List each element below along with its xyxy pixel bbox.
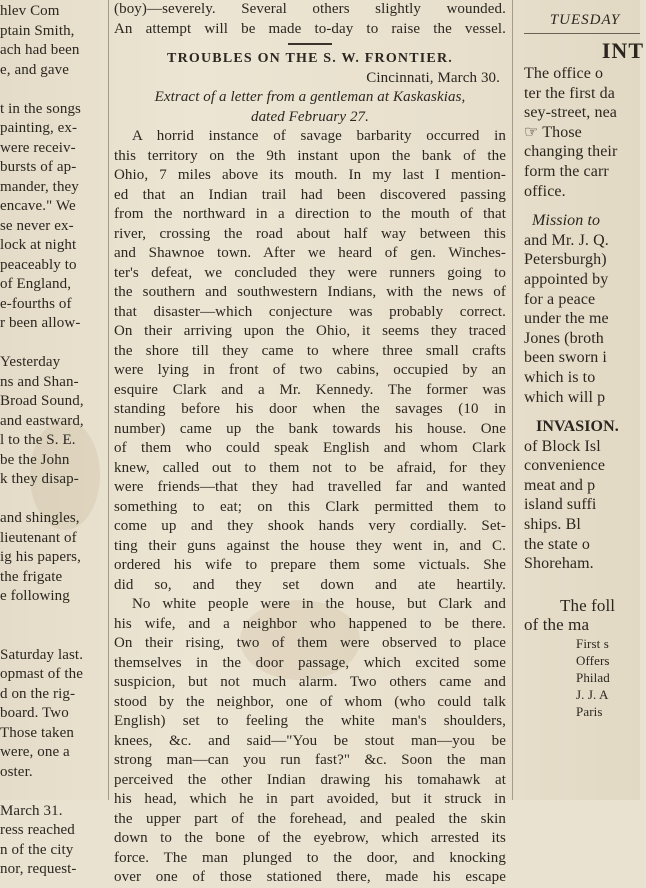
text-line: be the John [0,451,70,468]
text-line: office. [524,182,566,200]
text-line: and Mr. J. Q. [524,231,609,249]
text-line: Shoreham. [524,555,594,573]
text-line [0,626,104,646]
text-line: l to the S. E. [0,432,76,448]
text-line: On their rising, two of them were observed to place [114,635,506,651]
text-line: A horrid instance of savage barbarity occurred in [132,128,506,144]
text-line: form the carr [524,162,609,180]
text-line: Yesterday [0,354,61,370]
text-line: lock at night [0,237,77,253]
text-line: oster. [0,763,33,780]
text-line: strong man—can you run fast?" &c. Soon the man [114,752,506,768]
column-rule [108,0,109,800]
text-line [0,334,104,354]
text-line: the shore till they came to where three small crafts [114,342,506,359]
text-line: appointed by [524,270,609,288]
mission-block [524,211,646,407]
section-divider [288,43,332,45]
text-line: Petersburgh) [524,251,607,269]
text-line: ter the first da [524,84,615,102]
text-line: come up and they shook hands very cordially. Set- [114,518,506,534]
text-line: ting their guns against the house they went in, and C. [114,537,506,554]
invasion-block [524,417,646,574]
text-line: d on the rig- [0,685,76,702]
middle-column [114,0,506,885]
text-line: March 31. [0,802,63,819]
text-line: ordered his wife to prepare them some victuals. She [114,557,506,573]
text-line: themselves in the door passage, which excited some [114,654,506,671]
subhead-line: dated February 27. [250,108,370,125]
text-line: Mission to [532,212,601,230]
right-column [518,0,646,800]
text-line: down to the bone of the eyebrow, which arrested its [114,830,506,846]
text-line: The foll [560,595,616,615]
text-line [0,80,104,100]
text-line: the upper part of the forehead, and pealed the skin [114,810,506,827]
text-line: INVASION. [536,418,619,436]
left-column [0,0,104,877]
text-line [0,607,104,627]
text-line: k they disap- [0,471,79,487]
text-line: ed that an Indian trail had been discovered passing [114,186,506,203]
text-line: number) came up the bank towards his house. One [114,420,506,437]
text-line [0,782,104,802]
text-line: Those taken [0,724,74,741]
text-line: which will p [524,388,606,406]
text-line: ig his papers, [0,549,81,565]
text-line: the frigate [0,568,63,585]
text-line: suspicion, but not much alarm. Two others came and [114,674,506,690]
text-line: from the northward in a direction to the mouth of that [114,206,506,222]
text-line: for a peace [524,290,596,308]
text-line: (boy)—severely. Several others slightly wounded. [114,1,506,17]
text-line: been sworn i [524,349,607,367]
text-line: e, and gave [0,61,69,78]
text-line: r been allow- [0,315,81,331]
text-line: over one of those stationed there, made his escape [114,869,506,885]
subhead-line: Extract of a letter from a gentleman at Kaskaskias, [154,89,466,105]
text-line: ships. Bl [524,516,581,534]
text-line: island suffi [524,496,597,514]
text-line: bursts of ap- [0,159,77,175]
text-line: ter's defeat, we concluded they were runners going to [114,264,506,281]
paragraph-1 [114,127,506,595]
text-line: se never ex- [0,217,74,234]
text-line: ptain Smith, [0,22,75,39]
text-line: painting, ex- [0,120,78,136]
text-line: of the ma [524,615,590,635]
headline: TROUBLES ON THE S. W. FRONTIER. [167,51,453,66]
text-line: knew, called out to them not to be afraid, for they [114,459,506,476]
text-line: Philad [576,669,610,685]
text-line: did so, and they set down and ate heartily. [114,576,506,593]
text-line: river, crossing the road about half way between this [114,225,506,242]
text-line: the state o [524,535,590,553]
text-line: which is to [524,368,596,386]
text-line: were, one a [0,744,70,760]
text-line: t in the songs [0,100,81,117]
text-line: meat and p [524,476,596,494]
text-line: nor, request- [0,861,77,877]
text-line: something to eat; on this Clark permitted them to [114,498,506,515]
text-line: and Shawnoe town. After we heard of gen. Winches- [114,245,506,261]
text-line: On their arriving upon the Ohio, it seems they traced [114,323,506,339]
text-line: The office o [524,65,604,82]
text-line: Ohio, 7 miles above its mouth. In my last I mention- [114,167,506,183]
text-line: his wife, and a neighbor who happened to be there. [114,615,506,632]
text-line: ress reached [0,822,75,838]
column-rule [512,0,513,800]
text-line: ns and Shan- [0,373,79,390]
notice-block [524,64,646,201]
paragraph-2 [114,595,506,888]
text-line: J. J. A [576,686,609,702]
text-line: standing before his door when the savages (10 in [114,401,506,417]
text-line: Offers [576,652,610,668]
dateline: Cincinnati, March 30. [366,69,500,86]
text-line: peaceably to [0,256,77,273]
section-heading: INT [601,38,644,63]
list-block [524,596,646,720]
text-line: e following [0,588,70,604]
text-line: Paris [576,703,603,719]
text-line: his head, which he in part avoided, but it struck in [114,791,506,807]
header-rule [524,33,640,34]
text-line: sey-street, nea [524,104,618,122]
text-line: that disaster—which conjecture was probably correct. [114,303,506,320]
text-line: Broad Sound, [0,393,84,409]
text-line: board. Two [0,705,69,721]
top-lines [114,0,506,39]
text-line [0,490,104,510]
text-line: First s [576,635,609,651]
text-line: this territory on the 9th instant upon the bank of the [114,147,506,164]
text-line: English) set to feeling the white man's shoulders, [114,713,506,729]
text-line: e-fourths of [0,295,72,312]
text-line: changing their [524,143,618,161]
text-line: Jones (broth [524,329,604,347]
text-line: of them who could speak English and whom Clark [114,440,506,456]
text-line: and eastward, [0,412,84,429]
text-line: knees, &c. and said—"You be stout man—you be [114,732,506,749]
text-line: perceived the other Indian drawing his tomahawk at [114,771,506,788]
text-line: lieutenant of [0,529,77,546]
text-line: encave." We [0,198,76,214]
text-line: convenience [524,457,606,475]
text-line: under the me [524,310,609,328]
text-line: n of the city [0,841,74,858]
text-line: the southern and southwestern Indians, with the news of [114,284,506,300]
text-line: of Block Isl [524,437,601,455]
text-line: mander, they [0,178,79,195]
text-line: opmast of the [0,666,83,682]
date-header: TUESDAY [549,12,621,28]
text-line: of England, [0,276,72,292]
text-line: ach had been [0,42,80,58]
text-line: hlev Com [0,3,60,19]
text-line: ☞ Those [524,123,582,141]
text-line: No white people were in the house, but Clark and [132,596,506,612]
text-line: Saturday last. [0,646,84,663]
text-line: stood by the neighbor, one of whom (who could talk [114,693,506,710]
text-line: were receiv- [0,139,76,156]
text-line: were lying in front of two cabins, occupied by an [114,362,506,378]
text-line: and shingles, [0,510,80,526]
text-line: were friends—that they had travelled far and wanted [114,479,506,495]
text-line: esquire Clark and a Mr. Kennedy. The former was [114,381,506,398]
subheading [114,88,506,127]
text-line: An attempt will be made to-day to raise the vessel. [114,20,506,37]
text-line: force. The man plunged to the door, and knocking [114,849,506,866]
